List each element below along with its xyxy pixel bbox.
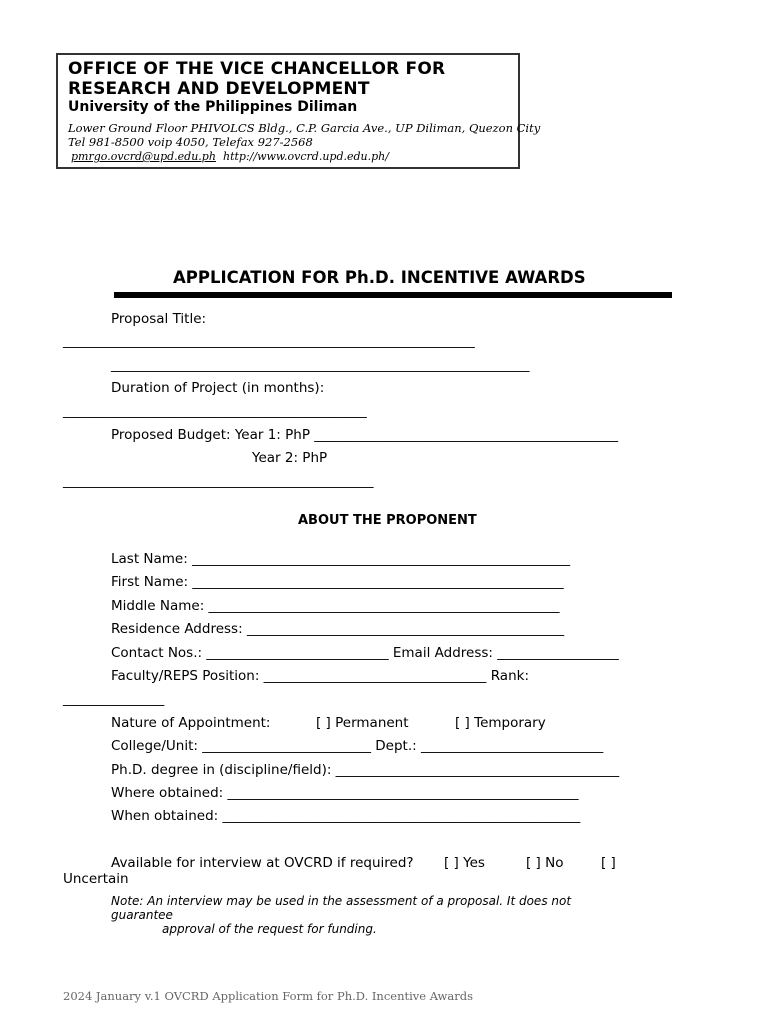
proposal-title-label: Proposal Title: [111, 311, 207, 327]
residence-address-field[interactable]: Residence Address: _______________________________________________ [111, 621, 565, 637]
title-rule [114, 292, 672, 298]
rank-field[interactable]: _______________ [63, 691, 165, 707]
interview-yes-checkbox[interactable]: [ ] Yes [444, 855, 485, 871]
budget-year2-label: Year 2: PhP [252, 450, 328, 466]
office-address: Lower Ground Floor PHIVOLCS Bldg., C.P. Garcia Ave., UP Diliman, Quezon City [68, 121, 541, 135]
interview-uncertain-label: Uncertain [63, 871, 129, 887]
duration-label: Duration of Project (in months): [111, 380, 325, 396]
footer-version: 2024 January v.1 OVCRD Application Form for Ph.D. Incentive Awards [63, 989, 473, 1003]
interview-question: Available for interview at OVCRD if required? [111, 855, 414, 871]
interview-uncertain-checkbox[interactable]: [ ] [601, 855, 616, 871]
contact-email-field[interactable]: Contact Nos.: ___________________________ Email Address: __________________ [111, 645, 619, 661]
interview-note-line1: Note: An interview may be used in the assessment of a proposal. It does not [111, 894, 572, 908]
duration-field[interactable]: _____________________________________________ [63, 403, 367, 419]
appointment-label: Nature of Appointment: [111, 715, 271, 731]
university-name: University of the Philippines Diliman [68, 99, 358, 115]
interview-note-line2: guarantee [111, 908, 173, 922]
budget-year2-field[interactable]: ______________________________________________ [63, 473, 374, 489]
last-name-field[interactable]: Last Name: ________________________________________________________ [111, 551, 571, 567]
interview-note-line3: approval of the request for funding. [162, 922, 377, 936]
degree-field[interactable]: Ph.D. degree in (discipline/field): __________________________________________ [111, 762, 620, 778]
office-name-line2: RESEARCH AND DEVELOPMENT [68, 79, 370, 99]
office-website-link[interactable]: http://www.ovcrd.upd.edu.ph/ [223, 150, 389, 163]
budget-year1-field[interactable]: Proposed Budget: Year 1: PhP _____________________________________________ [111, 427, 619, 443]
proposal-title-field-1[interactable]: _____________________________________________________________ [63, 333, 475, 349]
where-obtained-field[interactable]: Where obtained: ____________________________________________________ [111, 785, 579, 801]
first-name-field[interactable]: First Name: _______________________________________________________ [111, 574, 564, 590]
office-email-link[interactable]: pmrgo.ovcrd@upd.edu.ph [71, 150, 216, 163]
position-rank-field[interactable]: Faculty/REPS Position: _________________________________ Rank: [111, 668, 529, 684]
proposal-title-field-2[interactable]: ______________________________________________________________ [111, 357, 530, 373]
temporary-checkbox[interactable]: [ ] Temporary [455, 715, 546, 731]
form-title: APPLICATION FOR Ph.D. INCENTIVE AWARDS [173, 268, 586, 287]
proponent-heading: ABOUT THE PROPONENT [298, 513, 477, 528]
office-phone: Tel 981-8500 voip 4050, Telefax 927-2568 [68, 135, 313, 149]
interview-no-checkbox[interactable]: [ ] No [526, 855, 564, 871]
when-obtained-field[interactable]: When obtained: _____________________________________________________ [111, 808, 581, 824]
college-dept-field[interactable]: College/Unit: _________________________ Dept.: ___________________________ [111, 738, 604, 754]
permanent-checkbox[interactable]: [ ] Permanent [316, 715, 409, 731]
middle-name-field[interactable]: Middle Name: ____________________________________________________ [111, 598, 560, 614]
office-name-line1: OFFICE OF THE VICE CHANCELLOR FOR [68, 59, 446, 79]
